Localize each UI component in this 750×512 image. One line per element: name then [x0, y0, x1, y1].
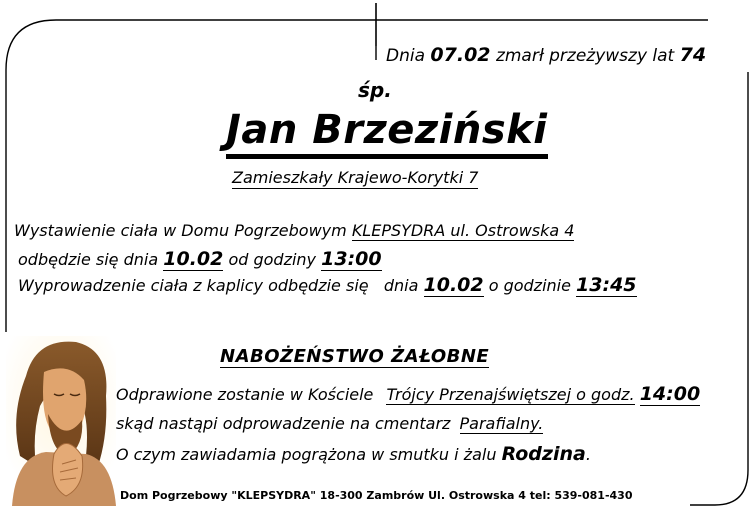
- sp-label: śp.: [358, 78, 392, 102]
- procession-date: 10.02: [423, 274, 484, 296]
- procession-time: 13:45: [576, 274, 637, 296]
- praying-jesus-portrait: [6, 336, 116, 506]
- service-line-2: skąd nastąpi odprowadzenie na cmentarz Parafialny.: [116, 414, 544, 433]
- cemetery-name: Parafialny.: [459, 414, 544, 433]
- funeral-home-place: KLEPSYDRA ul. Ostrowska 4: [351, 221, 575, 240]
- service-line-1: Odprawione zostanie w Kościele Trójcy Przenajświętszej o godz. 14:00: [116, 383, 701, 405]
- service-heading: NABOŻEŃSTWO ŻAŁOBNE: [220, 346, 490, 367]
- footer-contact: Dom Pogrzebowy "KLEPSYDRA" 18-300 Zambrów Ul. Ostrowska 4 tel: 539-081-430: [120, 489, 633, 502]
- cross-icon: [355, 3, 398, 46]
- service-line-3: O czym zawiadamia pogrążona w smutku i żalu Rodzina.: [116, 443, 591, 465]
- viewing-line-3: Wyprowadzenie ciała z kaplicy odbędzie się dnia 10.02 o godzinie 13:45: [18, 274, 637, 296]
- viewing-line-1: Wystawienie ciała w Domu Pogrzebowym KLEPSYDRA ul. Ostrowska 4: [14, 221, 575, 240]
- residence-line: Zamieszkały Krajewo-Korytki 7: [232, 168, 479, 187]
- service-time: 14:00: [639, 383, 701, 405]
- viewing-date: 10.02: [163, 248, 224, 270]
- viewing-time: 13:00: [321, 248, 382, 270]
- church-name: Trójcy Przenajświętszej o godz.: [386, 385, 635, 404]
- deceased-name: Jan Brzeziński: [226, 108, 548, 159]
- death-notice-header: Dnia 07.02 zmarł przeżywszy lat 74: [386, 44, 707, 66]
- family-signature: Rodzina: [501, 443, 586, 465]
- viewing-line-2: odbędzie się dnia 10.02 od godziny 13:00: [18, 248, 382, 270]
